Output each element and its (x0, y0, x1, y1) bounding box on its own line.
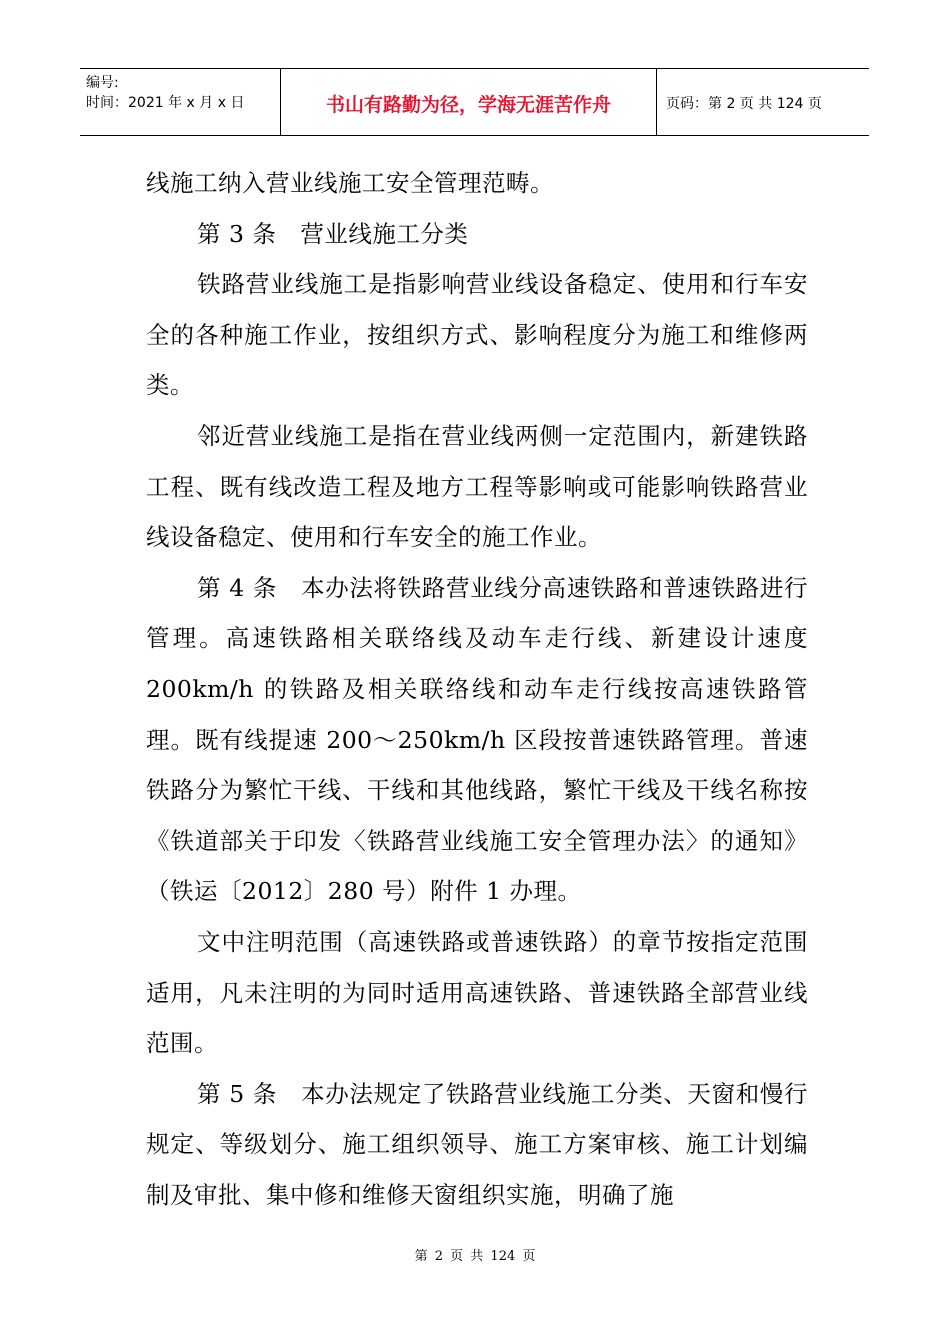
header-motto: 书山有路勤为径，学海无涯苦作舟 (281, 69, 657, 135)
paragraph: 邻近营业线施工是指在营业线两侧一定范围内，新建铁路工程、既有线改造工程及地方工程等影响或可能影响铁路营业线设备稳定、使用和行车安全的施工作业。 (146, 421, 808, 552)
number-label: 编号: (86, 75, 119, 91)
header-table (80, 68, 869, 136)
paragraph: 文中注明范围（高速铁路或普速铁路）的章节按指定范围适用，凡未注明的为同时适用高速铁路、普速铁路全部营业线范围。 (146, 927, 808, 1058)
article-5-paragraph: 第 5 条 本办法规定了铁路营业线施工分类、天窗和慢行规定、等级划分、施工组织领导、施工方案审核、施工计划编制及审批、集中修和维修天窗组织实施，明确了施 (146, 1079, 808, 1209)
paragraph: 铁路营业线施工是指影响营业线设备稳定、使用和行车安全的各种施工作业，按组织方式、影响程度分为施工和维修两类。 (146, 270, 808, 400)
paragraph-continuation: 线施工纳入营业线施工安全管理范畴。 (146, 169, 554, 197)
article-4-paragraph: 第 4 条 本办法将铁路营业线分高速铁路和普速铁路进行管理。高速铁路相关联络线及动车走行线、新建设计速度 200km/h 的铁路及相关联络线和动车走行线按高速铁路管理。既有线提速 200～250km/h 区段按普速铁路管理。普速铁路分为繁忙干线、干线和其他线路，繁忙干线及干线名称按《铁道部关于印发〈铁路营业线施工安全管理办法〉的通知》（铁运〔2012〕280 号）附件 1 办理。 (146, 573, 808, 906)
article-3-heading: 第 3 条 营业线施工分类 (197, 219, 469, 248)
time-label: 时间：2021 年 x 月 x 日 (86, 95, 245, 111)
header-meta (80, 69, 281, 135)
page-footer: 第 2 页 共 124 页 (414, 1249, 536, 1264)
document-body (146, 158, 808, 1220)
header-page-info: 页码：第 2 页 共 124 页 (666, 96, 822, 112)
